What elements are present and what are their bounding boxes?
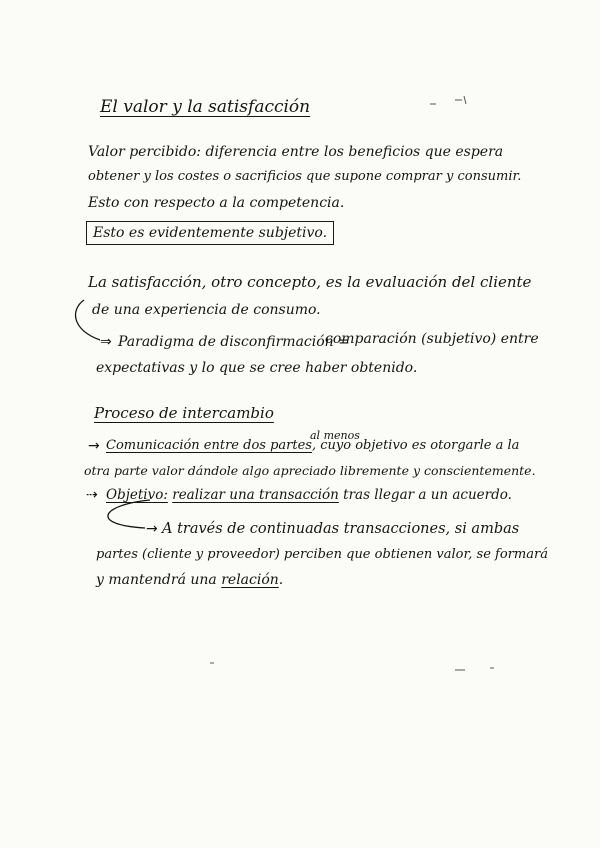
relacion-suffix: . [278,572,284,588]
comunicacion-underlined: Comunicación entre dos partes [106,438,312,453]
paradigma-line-prefix: Paradigma de disconfirmación = [118,334,350,350]
objetivo-underlined: realizar una transacción [172,487,339,503]
bracket-arrow-2 [108,500,150,528]
a-traves-line-2: partes (cliente y proveedor) perciben que obtienen valor, se formará [96,547,548,562]
arrow-a-traves: → [146,521,158,537]
top-right-marks [430,96,466,104]
comunicacion-line-2: otra parte valor dándole algo apreciado libremente y conscientemente. [84,463,536,478]
page-title: El valor y la satisfacción [100,97,311,117]
objetivo-label: Objetivo: [106,487,168,503]
arrow-paradigma: ⇒ [100,334,112,350]
note-al-menos: al menos [310,429,360,442]
satisfaccion-line-1: La satisfacción, otro concepto, es la evaluación del cliente [88,273,532,291]
satisfaccion-line-2: de una experiencia de consumo. [92,302,321,318]
relacion-prefix: y mantendrá una [96,572,217,588]
comunicacion-rest: , cuyo objetivo es otorgarle a la [311,438,520,453]
section-heading-intercambio: Proceso de intercambio [94,404,274,422]
valor-percibido-line-3: Esto con respecto a la competencia. [88,195,345,211]
comunicacion-line-1 [106,437,519,455]
arrow-objetivo: ⇢ [86,487,98,503]
paradigma-line-4: expectativas y lo que se cree haber obtenido. [96,360,418,376]
arrow-comunicacion: → [88,438,100,454]
relacion-underlined: relación [221,572,279,588]
objetivo-rest: tras llegar a un acuerdo. [343,487,512,503]
a-traves-line-3 [96,571,283,589]
boxed-note: Esto es evidentemente subjetivo. [86,221,334,245]
a-traves-line-1: A través de continuadas transacciones, si ambas [162,521,520,537]
objetivo-line [106,486,512,504]
paradigma-line-suffix: comparación (subjetivo) entre [325,331,539,347]
valor-percibido-line-2: obtener y los costes o sacrificios que supone comprar y consumir. [88,169,522,184]
valor-percibido-line-1: Valor percibido: diferencia entre los beneficios que espera [88,144,504,160]
